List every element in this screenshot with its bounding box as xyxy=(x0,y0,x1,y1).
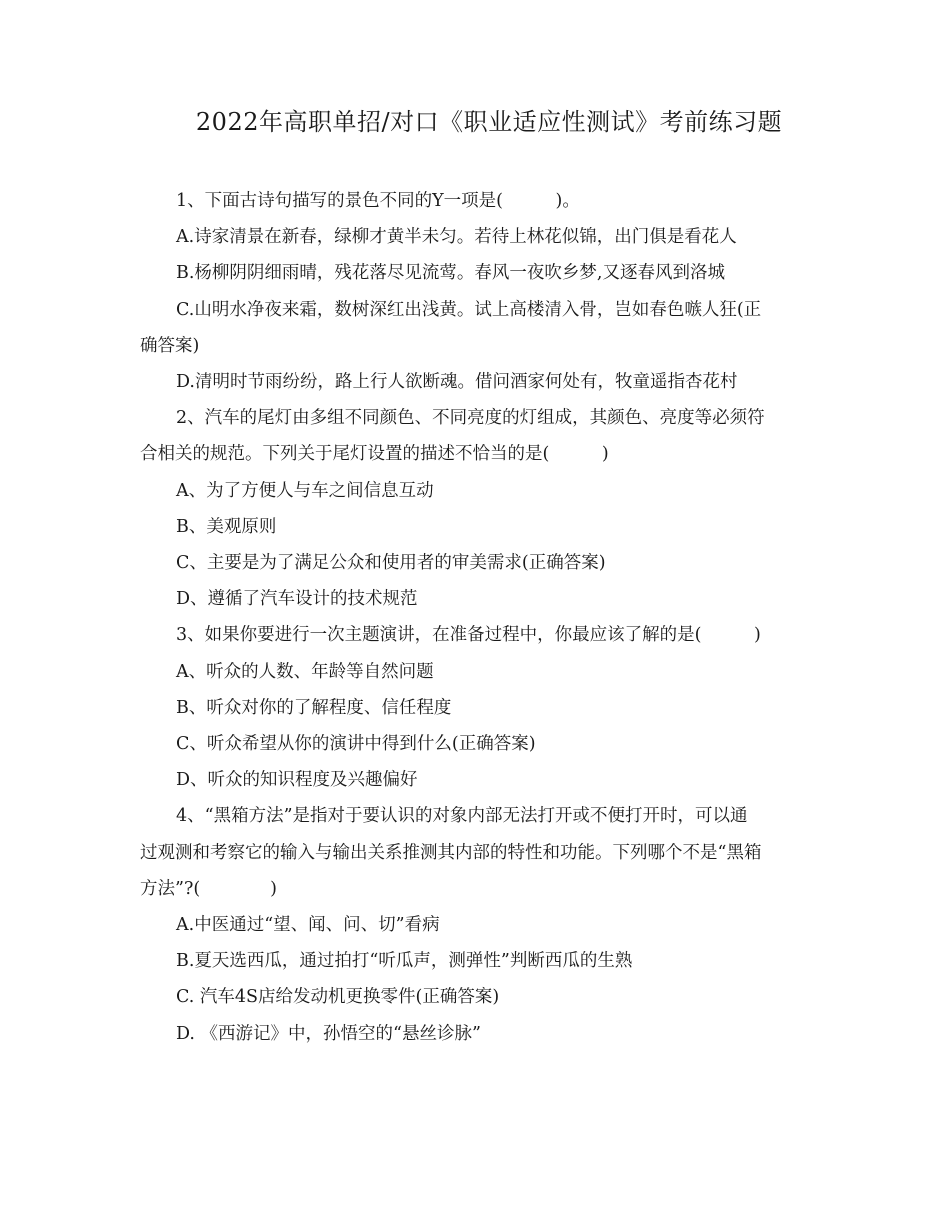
text-line: A.诗家清景在新春，绿柳才黄半未匀。若待上林花似锦，出门俱是看花人 xyxy=(176,227,737,248)
text-line: 过观测和考察它的输入与输出关系推测其内部的特性和功能。下列哪个不是“黑箱 xyxy=(140,842,762,863)
text-line: 确答案) xyxy=(140,335,200,356)
text-line: B.夏天选西瓜，通过拍打“听瓜声，测弹性”判断西瓜的生熟 xyxy=(176,951,633,972)
text-line: B、美观原则 xyxy=(176,516,277,537)
text-line: D、听众的知识程度及兴趣偏好 xyxy=(176,770,418,791)
text-line: 4、“黑箱方法”是指对于要认识的对象内部无法打开或不便打开时，可以通 xyxy=(176,806,748,827)
text-line: D. 《西游记》中，孙悟空的“悬丝诊脉” xyxy=(176,1023,481,1044)
text-line: 1、下面古诗句描写的景色不同的Y一项是( )。 xyxy=(176,191,580,211)
text-line: 2、汽车的尾灯由多组不同颜色、不同亮度的灯组成，其颜色、亮度等必须符 xyxy=(176,408,765,429)
text-line: A、听众的人数、年龄等自然问题 xyxy=(176,661,434,682)
document-title: 2022年高职单招/对口《职业适应性测试》考前练习题 xyxy=(195,108,783,136)
text-line: 方法”?( ) xyxy=(140,878,277,899)
text-line: C、听众希望从你的演讲中得到什么(正确答案) xyxy=(176,734,536,755)
text-line: C.山明水净夜来霜，数树深红出浅黄。试上高楼清入骨，岂如春色嗾人狂(正 xyxy=(176,299,762,320)
text-line: 3、如果你要进行一次主题演讲，在准备过程中，你最应该了解的是( ) xyxy=(176,625,761,646)
text-line: C、主要是为了满足公众和使用者的审美需求(正确答案) xyxy=(176,553,606,574)
text-line: B.杨柳阴阴细雨晴，残花落尽见流莺。春风一夜吹乡梦,又逐春风到洛城 xyxy=(176,263,725,284)
text-line: B、听众对你的了解程度、信任程度 xyxy=(176,697,452,718)
document-body xyxy=(140,183,820,1052)
text-line: A、为了方便人与车之间信息互动 xyxy=(176,480,434,501)
text-line: D、遵循了汽车设计的技术规范 xyxy=(176,589,418,610)
text-line: 合相关的规范。下列关于尾灯设置的描述不恰当的是( ) xyxy=(140,444,609,465)
text-line: A.中医通过“望、闻、问、切”看病 xyxy=(176,915,440,936)
text-line: D.清明时节雨纷纷，路上行人欲断魂。借问酒家何处有，牧童遥指杏花村 xyxy=(176,372,738,393)
text-line: C. 汽车4S店给发动机更换零件(正确答案) xyxy=(176,987,500,1008)
